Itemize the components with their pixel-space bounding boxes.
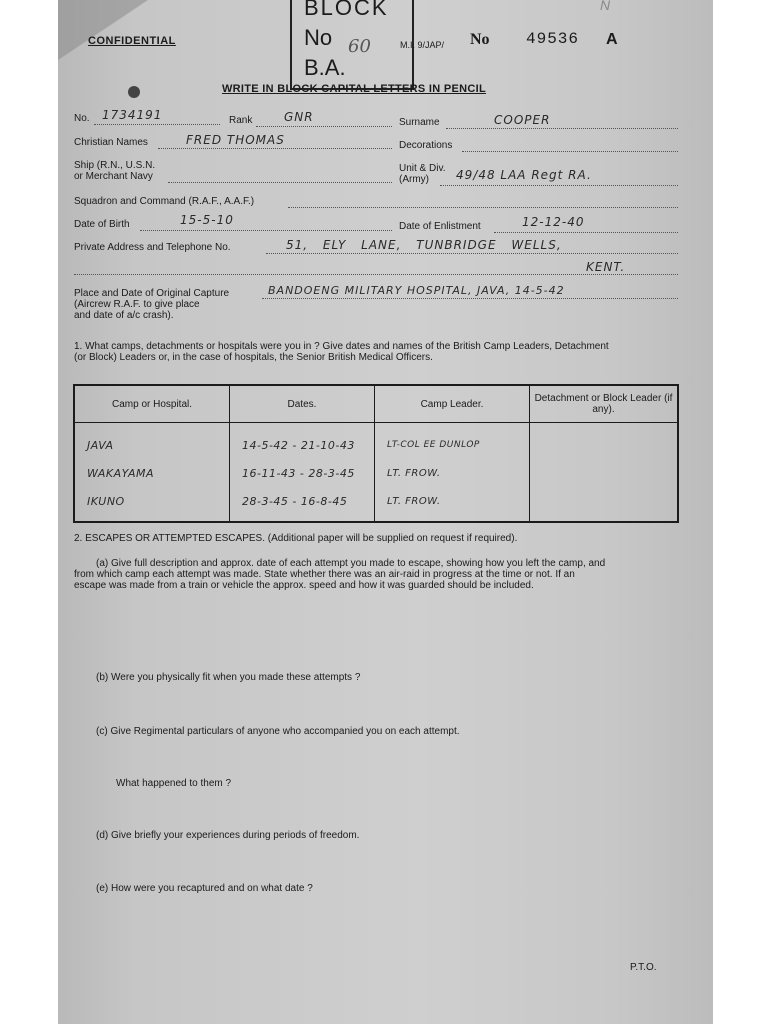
rank-label: Rank — [229, 115, 253, 126]
address-label: Private Address and Telephone No. — [74, 242, 231, 253]
camps-table — [73, 384, 679, 523]
no-label: No. — [74, 113, 90, 124]
leader-cell: LT. FROW. — [375, 487, 530, 522]
enlistment-value: 12-12-40 — [522, 215, 585, 229]
classification-label: CONFIDENTIAL — [88, 35, 176, 47]
folded-corner — [58, 0, 148, 60]
unit-label-2: (Army) — [399, 174, 429, 185]
christian-names-value: FRED THOMAS — [186, 133, 285, 147]
col-block: Detachment or Block Leader (if any). — [530, 385, 679, 423]
squadron-line — [288, 207, 678, 208]
capture-line — [262, 298, 678, 299]
serial-number: 49536 — [526, 30, 580, 48]
decorations-label: Decorations — [399, 140, 453, 151]
q2-b: (b) Were you physically fit when you made these attempts ? — [96, 672, 361, 683]
pto-label: P.T.O. — [630, 962, 657, 973]
surname-line — [446, 128, 678, 129]
block-stamp — [290, 0, 414, 90]
service-number: 1734191 — [102, 108, 163, 122]
christian-names-label: Christian Names — [74, 137, 148, 148]
block-cell — [530, 459, 679, 487]
serial-no-label: No — [470, 31, 490, 48]
q1-text-2: (or Block) Leaders or, in the case of hospitals, the Senior British Medical Officers. — [74, 352, 433, 363]
capture-label-3: and date of a/c crash). — [74, 310, 174, 321]
strikethrough-line — [290, 89, 410, 90]
serial-suffix: A — [606, 31, 618, 48]
block-cell — [530, 487, 679, 522]
q1-text-1: 1. What camps, detachments or hospitals were you in ? Give dates and names of the British Camp Leaders, Detachment — [74, 341, 609, 352]
col-leader: Camp Leader. — [375, 385, 530, 423]
q2-heading: 2. ESCAPES OR ATTEMPTED ESCAPES. (Additional paper will be supplied on request if required). — [74, 533, 518, 544]
unit-line — [440, 185, 678, 186]
address-line-2 — [74, 274, 678, 275]
camp-cell: WAKAYAMA — [74, 459, 230, 487]
q2-d: (d) Give briefly your experiences during periods of freedom. — [96, 830, 360, 841]
col-dates: Dates. — [230, 385, 375, 423]
enlistment-label: Date of Enlistment — [399, 221, 481, 232]
dob-label: Date of Birth — [74, 219, 130, 230]
q2-a-line-3: escape was made from a train or vehicle the approx. speed and how it was guarded should be included. — [74, 580, 534, 591]
punch-hole — [128, 86, 140, 98]
stamp-handwritten-number: 60 — [348, 36, 371, 57]
decorations-line — [462, 151, 678, 152]
leader-cell: LT. FROW. — [375, 459, 530, 487]
q2-a-line-2: from which camp each attempt was made. State whether there was an air-raid in progress at the time or not. If an — [74, 569, 575, 580]
dates-cell: 16-11-43 - 28-3-45 — [230, 459, 375, 487]
surname-value: COOPER — [494, 113, 551, 127]
camp-cell: IKUNO — [74, 487, 230, 522]
dob-line — [140, 230, 392, 231]
rank-value: GNR — [284, 110, 314, 124]
rank-line — [256, 126, 392, 127]
pencil-instruction: WRITE IN BLOCK CAPITAL LETTERS IN PENCIL — [222, 83, 486, 95]
q2-a-line-1: (a) Give full description and approx. date of each attempt you made to escape, showing how you left the camp, and — [96, 558, 606, 569]
leader-cell: LT-COL EE DUNLOP — [375, 423, 530, 460]
q2-e: (e) How were you recaptured and on what date ? — [96, 883, 313, 894]
dates-cell: 14-5-42 - 21-10-43 — [230, 423, 375, 460]
table-row — [74, 487, 678, 522]
camp-cell: JAVA — [74, 423, 230, 460]
capture-value: BANDOENG MILITARY HOSPITAL, JAVA, 14-5-42 — [268, 284, 565, 297]
stamp-line-block: BLOCK — [304, 0, 389, 20]
corner-mark: N — [600, 0, 611, 13]
ship-label-2: or Merchant Navy — [74, 171, 153, 182]
ship-line — [168, 182, 392, 183]
q2-c: (c) Give Regimental particulars of anyone who accompanied you on each attempt. — [96, 726, 460, 737]
address-value-1: 51, ELY LANE, TUNBRIDGE WELLS, — [286, 238, 562, 252]
stamp-line-ba: B.A. — [304, 55, 346, 80]
form-reference: M.I. 9/JAP/ — [400, 40, 445, 50]
no-line — [94, 124, 220, 125]
stamp-line-no: No — [304, 25, 333, 50]
block-cell — [530, 423, 679, 460]
ship-label-1: Ship (R.N., U.S.N. — [74, 160, 156, 171]
address-line-1 — [266, 253, 678, 254]
dates-cell: 28-3-45 - 16-8-45 — [230, 487, 375, 522]
q2-c-followup: What happened to them ? — [116, 778, 232, 789]
capture-label-1: Place and Date of Original Capture — [74, 288, 230, 299]
address-value-2: KENT. — [586, 260, 626, 274]
squadron-label: Squadron and Command (R.A.F., A.A.F.) — [74, 196, 255, 207]
table-row — [74, 423, 678, 460]
table-row — [74, 459, 678, 487]
dob-value: 15-5-10 — [180, 213, 234, 227]
unit-label-1: Unit & Div. — [399, 163, 446, 174]
capture-label-2: (Aircrew R.A.F. to give place — [74, 299, 200, 310]
col-camp: Camp or Hospital. — [74, 385, 230, 423]
surname-label: Surname — [399, 117, 440, 128]
unit-value: 49/48 LAA Regt RA. — [456, 168, 592, 182]
enlistment-line — [494, 232, 678, 233]
christian-names-line — [158, 148, 392, 149]
